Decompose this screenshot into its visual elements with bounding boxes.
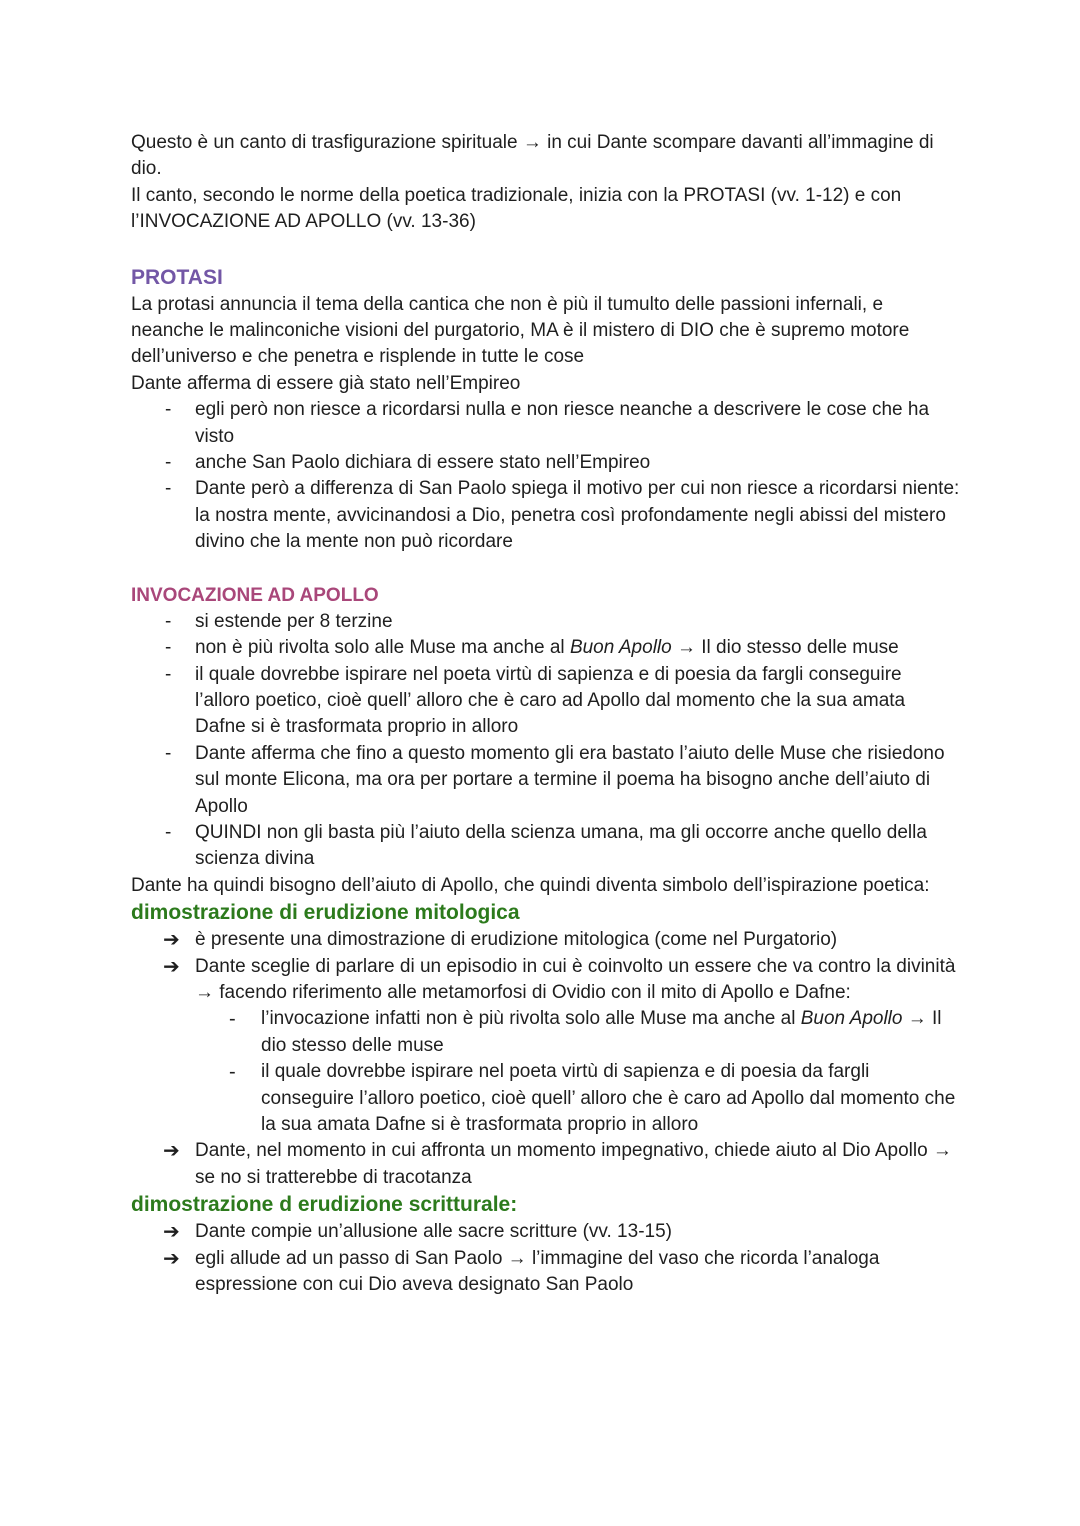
list-item-text: Dante, nel momento in cui affronta un momento impegnativo, chiede aiuto al Dio Apollo → se no si tratterebbe di tracotanza [195,1140,952,1188]
list-item-text-pre: non è più rivolta solo alle Muse ma anche al [195,637,570,659]
list-item-text: è presente una dimostrazione di erudizione mitologica (come nel Purgatorio) [195,929,838,951]
protasi-paragraph-1: La protasi annuncia il tema della cantica che non è più il tumulto delle passioni infernali, e neanche le malinconiche visioni del purgatorio, MA è il mistero di DIO che è supremo motore dell’universo e che penetra e risplende in tutte le cose [131,293,910,368]
dash-marker: - [229,1008,236,1031]
list-item [131,741,961,820]
list-item [131,927,961,953]
invocazione-paragraph: Dante ha quindi bisogno dell’aiuto di Apollo, che quindi diventa simbolo dell’ispirazione poetica: [131,874,930,896]
list-item [131,609,961,635]
list-item [131,820,961,873]
protasi-paragraph-2: Dante afferma di essere già stato nell’Empireo [131,372,521,394]
mitologica-sub-list [195,1006,961,1138]
dash-marker: - [165,399,172,421]
dash-marker: - [229,1061,236,1084]
dash-marker: - [165,821,172,843]
arrow-icon: ➔ [163,929,180,952]
list-item-text: anche San Paolo dichiara di essere stato nell’Empireo [195,452,651,474]
scritturale-heading: dimostrazione d erudizione scritturale: [131,1193,518,1217]
list-item-text-emphasis: Buon Apollo [800,1008,903,1030]
list-item-text: il quale dovrebbe ispirare nel poeta virtù di sapienza e di poesia da fargli conseguire l’alloro poetico, cioè quell’ alloro che è caro ad Apollo dal momento che la sua amata Dafne si è trasformata proprio in alloro [195,663,906,738]
list-item-text: egli allude ad un passo di San Paolo → l’immagine del vaso che ricorda l’analoga espressione con cui Dio aveva designato San Paolo [195,1247,880,1296]
list-item-text-post: → Il dio stesso delle muse [671,637,899,659]
list-item-text: egli però non riesce a ricordarsi nulla e non riesce neanche a descrivere le cose che ha visto [195,399,930,447]
arrow-icon: ➔ [163,1221,180,1244]
arrow-icon: ➔ [163,1247,180,1270]
invocazione-heading: INVOCAZIONE AD APOLLO [131,584,379,606]
list-item [131,450,961,476]
invocazione-bullet-list [131,609,961,873]
dash-marker: - [165,742,172,764]
dash-marker: - [165,663,172,685]
arrow-icon: ➔ [163,1140,180,1163]
list-item-text: QUINDI non gli basta più l’aiuto della scienza umana, ma gli occorre anche quello della scienza divina [195,821,927,870]
arrow-icon: ➔ [163,955,180,978]
spacer [131,556,961,582]
list-item [131,1219,961,1245]
protasi-bullet-list [131,397,961,555]
dash-marker: - [165,610,172,632]
intro-paragraph-2: Il canto, secondo le norme della poetica tradizionale, inizia con la PROTASI (vv. 1-12) e con l’INVOCAZIONE AD APOLLO (vv. 13-36) [131,184,902,233]
document-page [131,130,961,1298]
list-item [131,635,961,661]
list-item [195,1006,961,1059]
dash-marker: - [165,452,172,474]
list-item-text-pre: l’invocazione infatti non è più rivolta solo alle Muse ma anche al [261,1008,801,1030]
list-item-text: Dante afferma che fino a questo momento gli era bastato l’aiuto delle Muse che risiedono sul monte Elicona, ma ora per portare a termine il poema ha bisogno anche dell’aiuto di Apollo [195,742,945,817]
dash-marker: - [165,478,172,500]
scritturale-arrow-list [131,1219,961,1298]
dash-marker: - [165,637,172,659]
list-item [131,476,961,555]
list-item [195,1059,961,1138]
list-item [131,1246,961,1299]
spacer [131,236,961,262]
list-item-text: Dante però a differenza di San Paolo spiega il motivo per cui non riesce a ricordarsi niente: la nostra mente, avvicinandosi a Dio, penetra così profondamente negli abissi del mistero divino che la mente non può ricordare [195,478,960,553]
list-item [131,1138,961,1191]
list-item [131,954,961,1139]
list-item-text: Dante compie un’allusione alle sacre scritture (vv. 13-15) [195,1221,672,1243]
list-item [131,397,961,450]
list-item-text: il quale dovrebbe ispirare nel poeta virtù di sapienza e di poesia da fargli conseguire l’alloro poetico, cioè quell’ alloro che è caro ad Apollo dal momento che la sua amata Dafne si è trasformata proprio in alloro [261,1061,956,1135]
list-item [131,662,961,741]
list-item-text: si estende per 8 terzine [195,610,393,632]
protasi-heading: PROTASI [131,265,223,289]
list-item-text-post: → Il dio stesso delle muse [261,1008,942,1056]
list-item-text-emphasis: Buon Apollo [569,637,672,659]
mitologica-arrow-list [131,927,961,1191]
mitologica-heading: dimostrazione di erudizione mitologica [131,901,520,925]
list-item-text: Dante sceglie di parlare di un episodio in cui è coinvolto un essere che va contro la divinità → facendo riferimento alle metamorfosi di Ovidio con il mito di Apollo e Dafne: [195,955,956,1003]
intro-paragraph-1: Questo è un canto di trasfigurazione spirituale → in cui Dante scompare davanti all’immagine di dio. [131,132,934,180]
